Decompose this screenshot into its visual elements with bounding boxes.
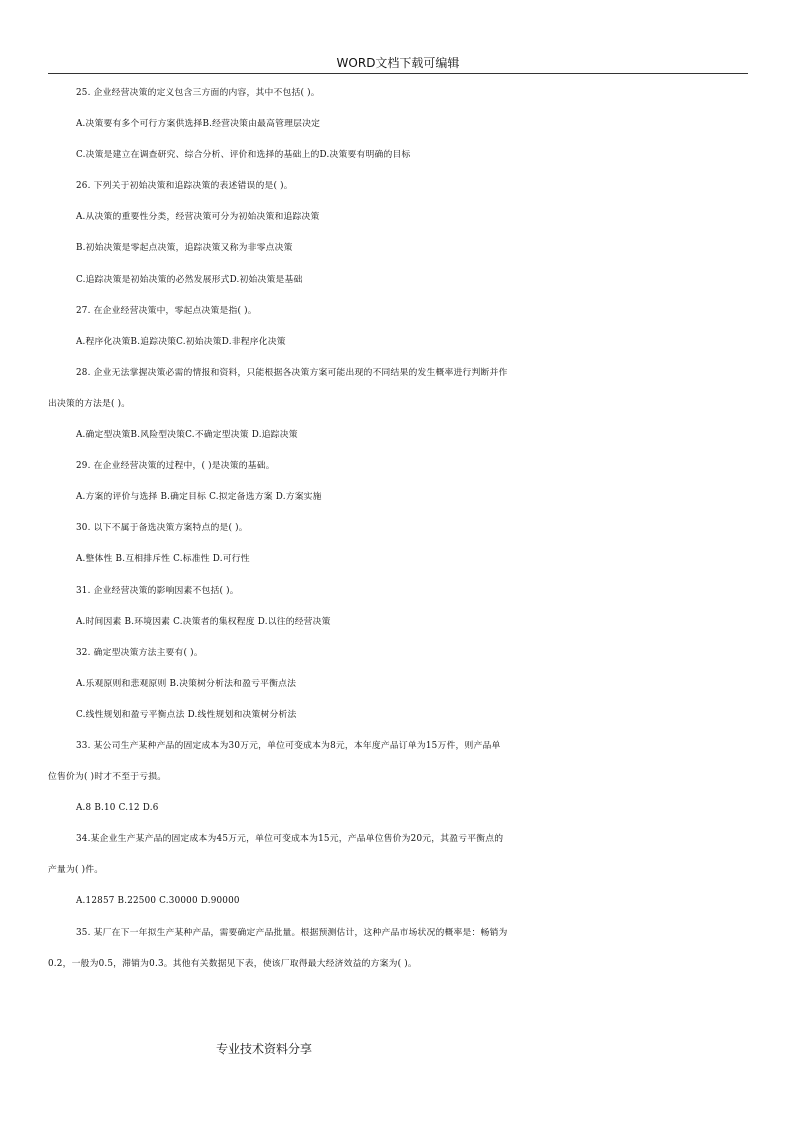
question-32-options-cd: C.线性规划和盈亏平衡点法 D.线性规划和决策树分析法 xyxy=(76,709,297,720)
header-divider xyxy=(48,73,748,74)
question-26: 26. 下列关于初始决策和追踪决策的表述错误的是( )。 xyxy=(76,181,293,192)
question-30: 30. 以下不属于备选决策方案特点的是( )。 xyxy=(76,523,248,534)
question-25-options-ab: A.决策要有多个可行方案供选择B.经营决策由最高管理层决定 xyxy=(76,119,321,130)
question-28-options: A.确定型决策B.风险型决策C.不确定型决策 D.追踪决策 xyxy=(76,430,298,441)
question-28: 28. 企业无法掌握决策必需的情报和资料，只能根据各决策方案可能出现的不同结果的发生概率进行判断并作 xyxy=(76,367,508,378)
question-27-options: A.程序化决策B.追踪决策C.初始决策D.非程序化决策 xyxy=(76,336,286,347)
question-27: 27. 在企业经营决策中，零起点决策是指( )。 xyxy=(76,305,257,316)
question-25: 25. 企业经营决策的定义包含三方面的内容，其中不包括( )。 xyxy=(76,88,320,98)
question-31-options: A.时间因素 B.环境因素 C.决策者的集权程度 D.以往的经营决策 xyxy=(76,616,331,627)
question-34-options: A.12857 B.22500 C.30000 D.90000 xyxy=(76,896,240,907)
question-28-continued: 出决策的方法是( )。 xyxy=(48,398,131,409)
question-30-options: A.整体性 B.互相排斥性 C.标准性 D.可行性 xyxy=(76,554,250,565)
question-33: 33. 某公司生产某种产品的固定成本为30万元，单位可变成本为8元，本年度产品订单为15万件，则产品单 xyxy=(76,740,501,751)
question-32: 32. 确定型决策方法主要有( )。 xyxy=(76,647,203,658)
question-33-continued: 位售价为( )时才不至于亏损。 xyxy=(48,772,167,783)
question-26-options-cd: C.追踪决策是初始决策的必然发展形式D.初始决策是基础 xyxy=(76,274,303,285)
question-34: 34.某企业生产某产品的固定成本为45万元，单位可变成本为15元，产品单位售价为20元，其盈亏平衡点的 xyxy=(76,834,504,845)
page-footer: 专业技术资料分享 xyxy=(216,1042,313,1056)
document-body xyxy=(48,78,756,980)
question-25-options-cd: C.决策是建立在调查研究、综合分析、评价和选择的基础上的D.决策要有明确的目标 xyxy=(76,150,411,161)
question-33-options: A.8 B.10 C.12 D.6 xyxy=(76,803,159,814)
page-header: WORD文档下载可编辑 xyxy=(336,56,460,70)
question-32-options-ab: A.乐观原则和悲观原则 B.决策树分析法和盈亏平衡点法 xyxy=(76,678,297,689)
question-31: 31. 企业经营决策的影响因素不包括( )。 xyxy=(76,585,239,596)
question-29-options: A.方案的评价与选择 B.确定目标 C.拟定备选方案 D.方案实施 xyxy=(76,492,322,503)
question-35-continued: 0.2，一般为0.5，滞销为0.3。其他有关数据见下表，使该厂取得最大经济效益的方案为( )。 xyxy=(48,958,417,969)
question-26-option-b: B.初始决策是零起点决策，追踪决策又称为非零点决策 xyxy=(76,243,293,254)
question-34-continued: 产量为( )件。 xyxy=(48,865,104,876)
question-26-option-a: A.从决策的重要性分类，经营决策可分为初始决策和追踪决策 xyxy=(76,212,320,223)
question-29: 29. 在企业经营决策的过程中，( )是决策的基础。 xyxy=(76,461,275,472)
question-35: 35. 某厂在下一年拟生产某种产品，需要确定产品批量。根据预测估计，这种产品市场状况的概率是：畅销为 xyxy=(76,927,508,938)
